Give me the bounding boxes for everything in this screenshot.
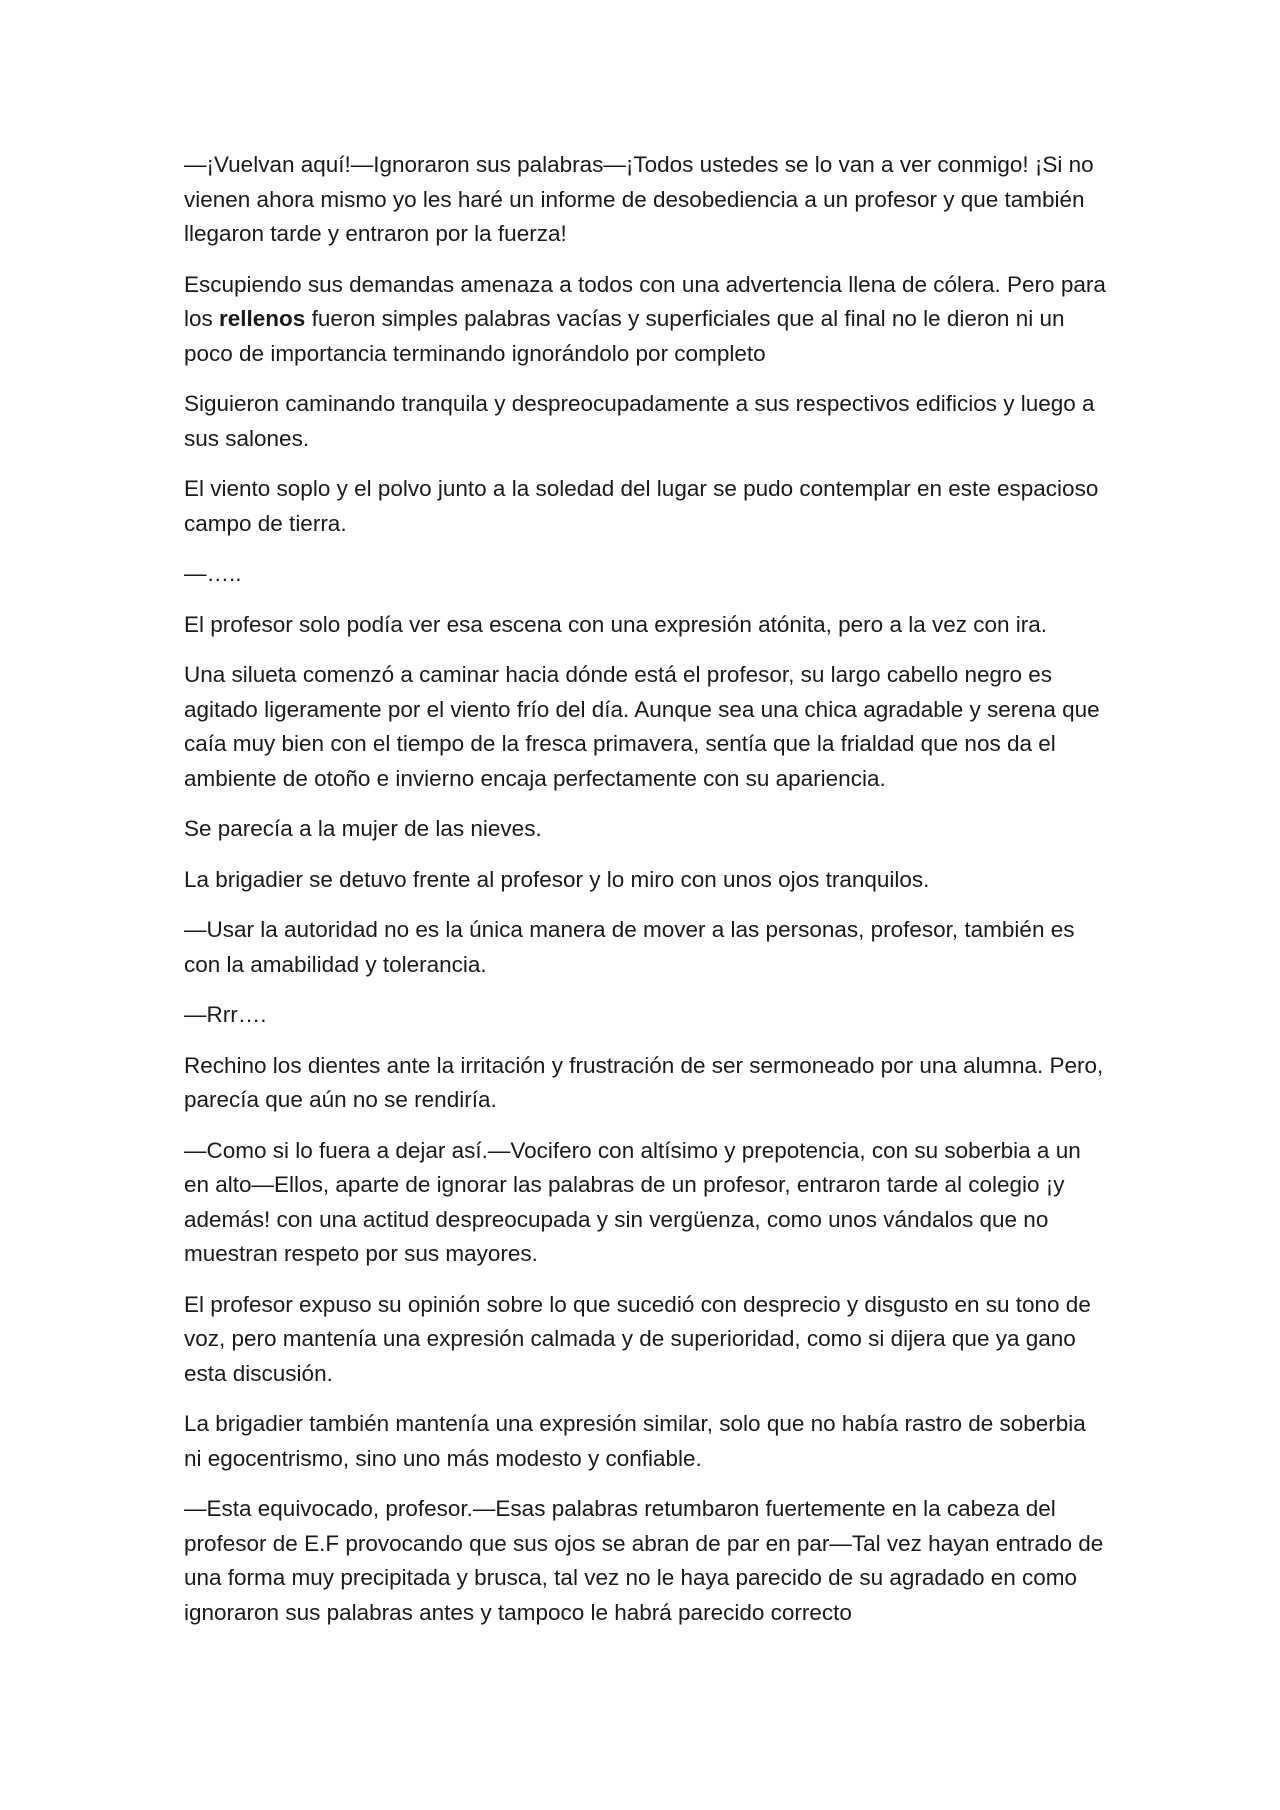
paragraph-6: El profesor solo podía ver esa escena con una expresión atónita, pero a la vez con ira. — [184, 611, 1048, 637]
paragraph-2-after: fueron simples palabras vacías y superficiales que al final no le dieron ni un poco de importancia terminando ignorándolo por completo — [184, 306, 1065, 366]
paragraph-11: —Rrr…. — [184, 1002, 267, 1027]
paragraph-2-before: Escupiendo sus demandas amenaza a todos con una advertencia llena de cólera. Pero para los — [184, 271, 1106, 331]
paragraph-9: La brigadier se detuvo frente al profesor y lo miro con unos ojos tranquilos. — [184, 866, 930, 892]
paragraph-10: —Usar la autoridad no es la única manera de mover a las personas, profesor, también es con la amabilidad y tolerancia. — [184, 917, 1075, 977]
paragraph-15: La brigadier también mantenía una expresión similar, solo que no había rastro de soberbia ni egocentrismo, sino uno más modesto y confiable. — [184, 1411, 1086, 1471]
paragraph-8: Se parecía a la mujer de las nieves. — [184, 816, 542, 841]
paragraph-2 — [184, 268, 1109, 372]
paragraph-16: —Esta equivocado, profesor.—Esas palabras retumbaron fuertemente en la cabeza del profesor de E.F provocando que sus ojos se abran de par en par—Tal vez hayan entrado de una forma muy precipitada y brusca, tal vez no le haya parecido de su agradado en como ignoraron sus palabras antes y tampoco le habrá parecido correcto — [184, 1496, 1104, 1625]
paragraph-5: —….. — [184, 561, 242, 586]
paragraph-13: —Como si lo fuera a dejar así.—Vocifero con altísimo y prepotencia, con su soberbia a un en alto—Ellos, aparte de ignorar las palabras de un profesor, entraron tarde al colegio ¡y además! con una actitud despreocupada y sin vergüenza, como unos vándalos que no muestran respeto por sus mayores. — [184, 1137, 1081, 1266]
paragraph-7: Una silueta comenzó a caminar hacia dónde está el profesor, su largo cabello negro es agitado ligeramente por el viento frío del día. Aunque sea una chica agradable y serena que caía muy bien con el tiempo de la fresca primavera, sentía que la frialdad que nos da el ambiente de otoño e invierno encaja perfectamente con su apariencia. — [184, 662, 1100, 791]
paragraph-4: El viento soplo y el polvo junto a la soledad del lugar se pudo contemplar en este espacioso campo de tierra. — [184, 476, 1099, 536]
document-page — [184, 148, 1109, 1646]
bold-word-rellenos: rellenos — [219, 306, 306, 331]
paragraph-12: Rechino los dientes ante la irritación y frustración de ser sermoneado por una alumna. Pero, parecía que aún no se rendiría. — [184, 1052, 1104, 1112]
paragraph-14: El profesor expuso su opinión sobre lo que sucedió con desprecio y disgusto en su tono de voz, pero mantenía una expresión calmada y de superioridad, como si dijera que ya gano esta discusión. — [184, 1291, 1091, 1386]
paragraph-3: Siguieron caminando tranquila y despreocupadamente a sus respectivos edificios y luego a sus salones. — [184, 391, 1095, 451]
paragraph-1: —¡Vuelvan aquí!—Ignoraron sus palabras—¡Todos ustedes se lo van a ver conmigo! ¡Si no vienen ahora mismo yo les haré un informe de desobediencia a un profesor y que también llegaron tarde y entraron por la fuerza! — [184, 152, 1094, 246]
